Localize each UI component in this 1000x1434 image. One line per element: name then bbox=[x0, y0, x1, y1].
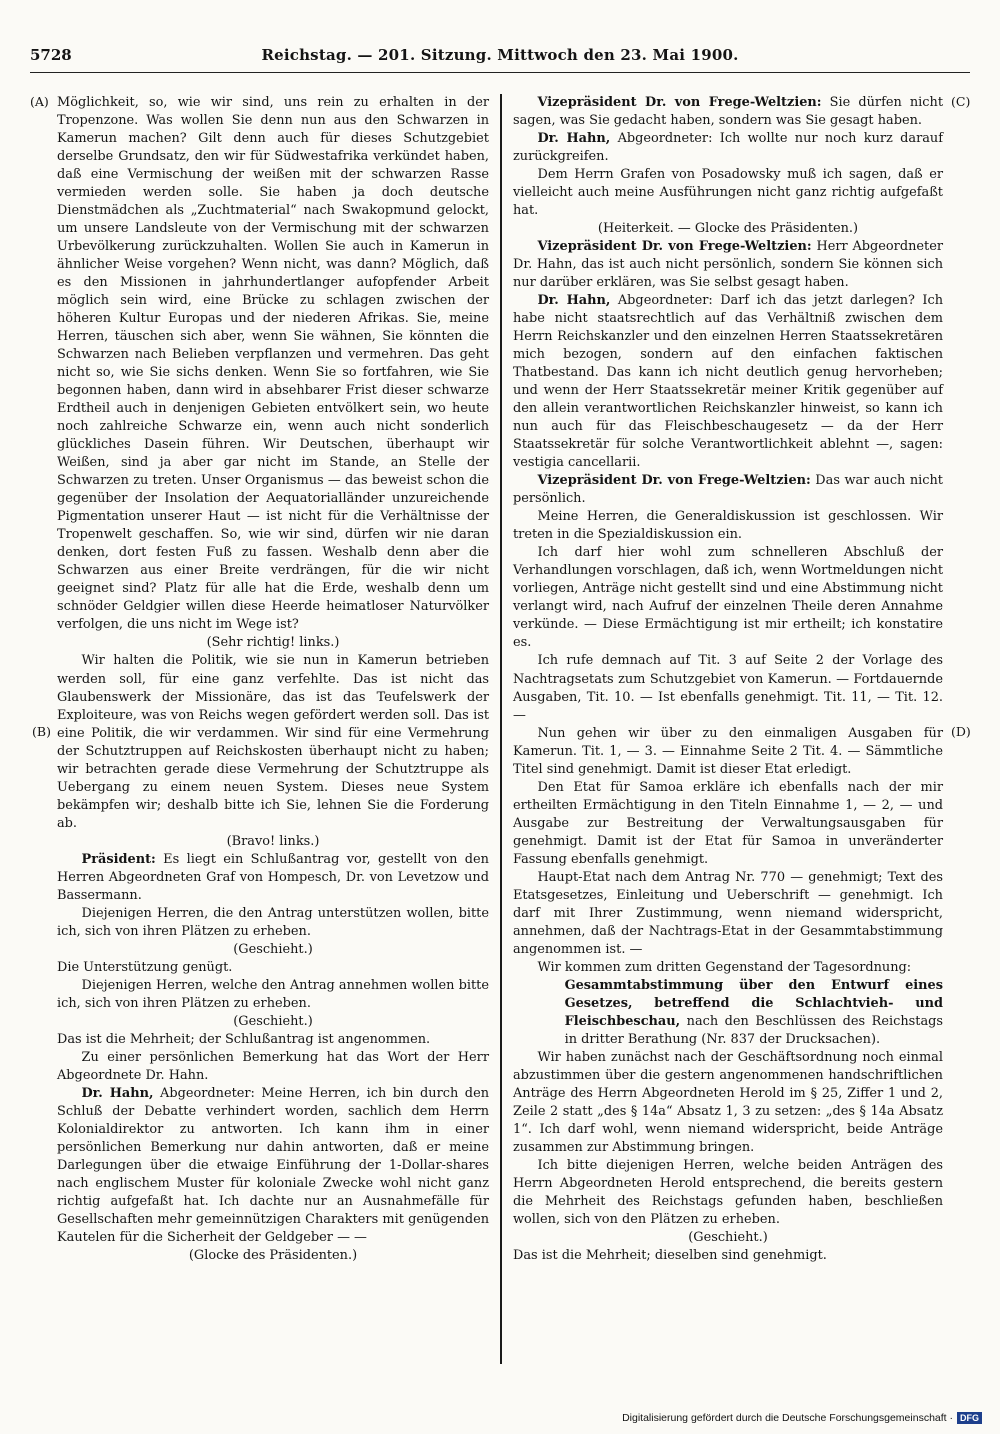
paragraph-text: Haupt-Etat nach dem Antrag Nr. 770 — genehmigt; Text des Etatsgesetzes, Einleitung und Ueberschrift — genehmigt. Ich darf mit Ihrer Zustimmung, wenn niemand widerspricht, annehmen, daß der Nachtrags-Etat in der Gesammtabstimmung angenommen ist. — bbox=[513, 869, 943, 957]
paragraph-text: Zu einer persönlichen Bemerkung hat das Wort der Herr Abgeordnete Dr. Hahn. bbox=[57, 1049, 489, 1083]
margin-mark-c: (C) bbox=[951, 94, 971, 109]
speaker-name: Vizepräsident Dr. von Frege-Weltzien: bbox=[537, 95, 822, 110]
paragraph bbox=[57, 94, 489, 634]
paragraph bbox=[513, 94, 943, 130]
speaker-name: Dr. Hahn, bbox=[81, 1085, 154, 1101]
paragraph bbox=[513, 869, 943, 959]
paragraph-text: Abgeordneter: Darf ich das jetzt darlegen? Ich habe nicht staatsrechtlich auf das Verhältniß zwischen dem Herrn Reichskanzler und den einzelnen Herren Staatssekretären mich bezogen, sondern auf den einfachen faktischen Thatbestand. Das kann ich nicht deutlich genug hervorheben; und wenn der Herr Staatssekretär meiner Kritik gegenüber auf den allein verantwortlichen Reichskanzler hinweist, so kann ich nun auch für das Fleischbeschaugesetz — da der Herr Staatssekretär für solche Verantwortlichkeit ablehnt —, sagen: vestigia cancellarii. bbox=[513, 293, 943, 471]
paragraph bbox=[513, 472, 943, 508]
paragraph-text: (Glocke des Präsidenten.) bbox=[188, 1248, 358, 1263]
dfg-logo: DFG bbox=[957, 1412, 982, 1424]
paragraph bbox=[57, 1085, 489, 1247]
paragraph-text: Nun gehen wir über zu den einmaligen Ausgaben für Kamerun. Tit. 1, — 3. — Einnahme Seite 2 Tit. 4. — Sämmtliche Titel sind genehmigt. Damit ist dieser Etat erledigt. bbox=[513, 725, 943, 777]
page-number: 5728 bbox=[30, 46, 72, 64]
paragraph-text: Diejenigen Herren, die den Antrag unterstützen wollen, bitte ich, sich von ihren Plätzen zu erheben. bbox=[57, 905, 489, 939]
paragraph-text: Diejenigen Herren, welche den Antrag annehmen wollen bitte ich, sich von ihren Plätzen zu erheben. bbox=[57, 977, 489, 1011]
page-header bbox=[30, 42, 970, 73]
paragraph bbox=[513, 130, 943, 166]
paragraph-text: Dem Herrn Grafen von Posadowsky muß ich sagen, daß er vielleicht auch meine Ausführungen nicht ganz richtig aufgefaßt hat. bbox=[513, 167, 943, 219]
speaker-name: Präsident: bbox=[81, 851, 156, 867]
margin-mark-b: (B) bbox=[32, 724, 51, 739]
paragraph-text: Wir haben zunächst nach der Geschäftsordnung noch einmal abzustimmen über die gestern angenommenen handschriftlichen Anträge des Herrn Abgeordneten Herold im § 25, Ziffer 1 und 2, Zeile 2 statt „des § 14a“ Absatz 1, 3 zu setzen: „des § 14a Absatz 1“. Ich darf wohl, wenn niemand widerspricht, beide Anträge zusammen zur Abstimmung bringen. bbox=[513, 1049, 943, 1155]
paragraph-text: Ich rufe demnach auf Tit. 3 auf Seite 2 der Vorlage des Nachtragsetats zum Schutzgebiet von Kamerun. — Fortdauernde Ausgaben, Tit. 10. — Ist ebenfalls genehmigt. Tit. 11, — Tit. 12. — bbox=[513, 653, 943, 723]
paragraph bbox=[513, 959, 943, 977]
left-column bbox=[57, 94, 489, 1265]
paragraph bbox=[513, 1229, 943, 1247]
paragraph-text: (Sehr richtig! links.) bbox=[206, 635, 340, 651]
digitization-credit: Digitalisierung gefördert durch die Deutsche Forschungsgemeinschaft · bbox=[622, 1412, 953, 1424]
paragraph-text: Ich darf hier wohl zum schnelleren Abschluß der Verhandlungen vorschlagen, daß ich, wenn Wortmeldungen nicht vorliegen, Anträge nicht gestellt sind und eine Abstimmung nicht verlangt wird, nach Aufruf der einzelnen Theile deren Annahme verkünde. — Diese Ermächtigung ist mir ertheilt; ich konstatire es. bbox=[513, 545, 943, 651]
paragraph bbox=[57, 1049, 489, 1085]
paragraph bbox=[513, 238, 943, 292]
paragraph-text: (Geschieht.) bbox=[233, 941, 313, 957]
paragraph-text: (Geschieht.) bbox=[688, 1229, 768, 1245]
paragraph bbox=[513, 1157, 943, 1229]
speaker-name: Dr. Hahn, bbox=[537, 131, 611, 147]
paragraph-text: Herr Abgeordneter Dr. Hahn, das ist auch nicht persönlich, sondern Sie können sich nur darüber erklären, was Sie selbst gesagt haben. bbox=[513, 239, 943, 291]
paragraph bbox=[57, 1247, 489, 1265]
paragraph-text: Abgeordneter: Ich wollte nur noch kurz darauf zurückgreifen. bbox=[513, 131, 944, 165]
paragraph bbox=[513, 1247, 943, 1265]
paragraph bbox=[57, 851, 489, 905]
paragraph bbox=[57, 1013, 489, 1031]
paragraph-text: Das ist die Mehrheit; dieselben sind genehmigt. bbox=[513, 1248, 827, 1263]
speaker-name: Gesammtabstimmung über den Entwurf eines Gesetzes, betreffend die Schlachtvieh- und Fleischbeschau, bbox=[564, 977, 943, 1029]
paragraph-text: Es liegt ein Schlußantrag vor, gestellt von den Herren Abgeordneten Graf von Hompesch, Dr. von Levetzow und Bassermann. bbox=[57, 851, 489, 903]
paragraph-text: Das war auch nicht persönlich. bbox=[513, 473, 943, 507]
paragraph-text: Die Unterstützung genügt. bbox=[57, 959, 233, 975]
paragraph bbox=[57, 652, 489, 832]
speaker-name: Dr. Hahn, bbox=[537, 293, 611, 309]
paragraph-text: (Bravo! links.) bbox=[226, 833, 320, 849]
paragraph-text: Meine Herren, die Generaldiskussion ist geschlossen. Wir treten in die Spezialdiskussion ein. bbox=[513, 509, 943, 543]
paragraph-text: Den Etat für Samoa erkläre ich ebenfalls nach der mir ertheilten Ermächtigung in den Titeln Einnahme 1, — 2, — und Ausgabe zur Bestreitung der Verwaltungsausgaben für genehmigt. Damit ist der Etat für Samoa in unveränderter Fassung ebenfalls genehmigt. bbox=[513, 779, 943, 867]
paragraph-text: (Heiterkeit. — Glocke des Präsidenten.) bbox=[597, 221, 859, 237]
paragraph bbox=[513, 220, 943, 238]
paragraph bbox=[57, 941, 489, 959]
right-column bbox=[513, 94, 943, 1265]
paragraph bbox=[57, 977, 489, 1013]
paragraph bbox=[513, 652, 943, 724]
paragraph bbox=[513, 508, 943, 544]
paragraph-text: Das ist die Mehrheit; der Schlußantrag ist angenommen. bbox=[57, 1031, 431, 1047]
speaker-name: Vizepräsident Dr. von Frege-Weltzien: bbox=[537, 239, 812, 255]
paragraph bbox=[513, 725, 943, 779]
paragraph-text: Sie dürfen nicht sagen, was Sie gedacht haben, sondern was Sie gesagt haben. bbox=[513, 95, 943, 129]
paragraph bbox=[57, 634, 489, 652]
paragraph bbox=[57, 905, 489, 941]
column-divider bbox=[500, 94, 502, 1364]
paragraph bbox=[513, 779, 943, 869]
paragraph bbox=[513, 1049, 943, 1157]
paragraph bbox=[57, 1031, 489, 1049]
page-footer bbox=[622, 1412, 982, 1424]
margin-mark-a: (A) bbox=[30, 94, 49, 109]
paragraph bbox=[513, 166, 943, 220]
paragraph-text: nach den Beschlüssen des Reichstags in dritter Berathung (Nr. 837 der Drucksachen). bbox=[564, 1013, 943, 1047]
paragraph bbox=[513, 292, 943, 472]
paragraph bbox=[513, 977, 943, 1049]
paragraph bbox=[57, 833, 489, 851]
running-title: Reichstag. — 201. Sitzung. Mittwoch den 23. Mai 1900. bbox=[261, 46, 739, 64]
paragraph-text: Wir kommen zum dritten Gegenstand der Tagesordnung: bbox=[537, 959, 912, 975]
speaker-name: Vizepräsident Dr. von Frege-Weltzien: bbox=[537, 473, 811, 489]
paragraph-text: Abgeordneter: Meine Herren, ich bin durch den Schluß der Debatte verhindert worden, sachlich dem Herrn Kolonialdirektor zu antworten. Ich kann ihm in einer persönlichen Bemerkung nur dahin antworten, daß er meine Darlegungen über die etwaige Einführung der 1-Dollar-shares nach englischem Muster für koloniale Zwecke wohl nicht ganz richtig aufgefaßt hat. Ich dachte nur an Ausnahmefälle für Gesellschaften mehr gemeinnützigen Charakters mit genügenden Kautelen für die Sicherheit der Geldgeber — — bbox=[57, 1085, 489, 1245]
paragraph-text: Möglichkeit, so, wie wir sind, uns rein zu erhalten in der Tropenzone. Was wollen Sie denn nun aus den Schwarzen in Kamerun machen? Gilt denn auch für dieses Schutzgebiet derselbe Grundsatz, den wir für Südwestafrika verkündet haben, daß eine Vermischung der weißen mit der schwarzen Rasse vermieden werden solle. Sie haben ja doch deutsche Dienstmädchen als „Zuchtmaterial“ nach Swakopmund gelockt, um unsere Landsleute von der Vermischung mit der schwarzen Urbevölkerung zurückzuhalten. Wollen Sie auch in Kamerun in ähnlicher Weise vorgehen? Wenn nicht, was dann? Möglich, daß es den Missionen in jahrhundertlanger aufopfender Arbeit möglich sein wird, eine Brücke zu schlagen zwischen der höheren Kultur Europas und der niederen Afrikas. Sie, meine Herren, täuschen sich aber, wenn Sie wähnen, Sie könnten die Schwarzen nach Belieben verpflanzen und vermehren. Das geht nicht so, wie Sie sichs denken. Wenn Sie so fortfahren, wie Sie begonnen haben, dann wird in absehbarer Frist dieser schwarze Erdtheil auch in denjenigen Gebieten entvölkert sein, wo heute noch zahlreiche Schwarze ein, wenn auch nicht sonderlich glückliches Dasein führen. Wir Deutschen, überhaupt wir Weißen, sind ja aber gar nicht im Stande, an Stelle der Schwarzen zu treten. Unser Organismus — das beweist schon die gegenüber der Insolation der Aequatorialländer unzureichende Pigmentation unserer Haut — ist nicht für die Verhältnisse der Tropenwelt geschaffen. So, wie wir sind, dürfen wir nie daran denken, dort festen Fuß zu fassen. Weshalb denn aber die Schwarzen aus einer Breite verdrängen, für die wir nicht geeignet sind? Platz für alle hat die Erde, weshalb denn um schnöder Geldgier willen diese Heerde heimatloser Naturvölker verfolgen, die uns nicht im Wege ist? bbox=[57, 95, 489, 633]
paragraph bbox=[57, 959, 489, 977]
margin-mark-d: (D) bbox=[951, 724, 971, 739]
paragraph bbox=[513, 544, 943, 652]
paragraph-text: Ich bitte diejenigen Herren, welche beiden Anträgen des Herrn Abgeordneten Herold entsprechend, die bereits gestern die Mehrheit des Reichstags gefunden haben, beschließen wollen, sich von den Plätzen zu erheben. bbox=[513, 1157, 943, 1227]
paragraph-text: Wir halten die Politik, wie sie nun in Kamerun betrieben werden soll, für eine ganz verfehlte. Das ist nicht das Glaubenswerk der Missionäre, das ist das Teufelswerk der Exploiteure, was von Reichs wegen gefördert werden soll. Das ist eine Politik, die wir verdammen. Wir sind für eine Vermehrung der Schutztruppen auf Reichskosten überhaupt nicht zu haben; wir betrachten gerade diese Vermehrung der Schutztruppe als Uebergang zu einem neuen System. Dieses neue System bekämpfen wir; deshalb bitte ich Sie, lehnen Sie die Forderung ab. bbox=[57, 653, 489, 831]
paragraph-text: (Geschieht.) bbox=[233, 1013, 313, 1029]
